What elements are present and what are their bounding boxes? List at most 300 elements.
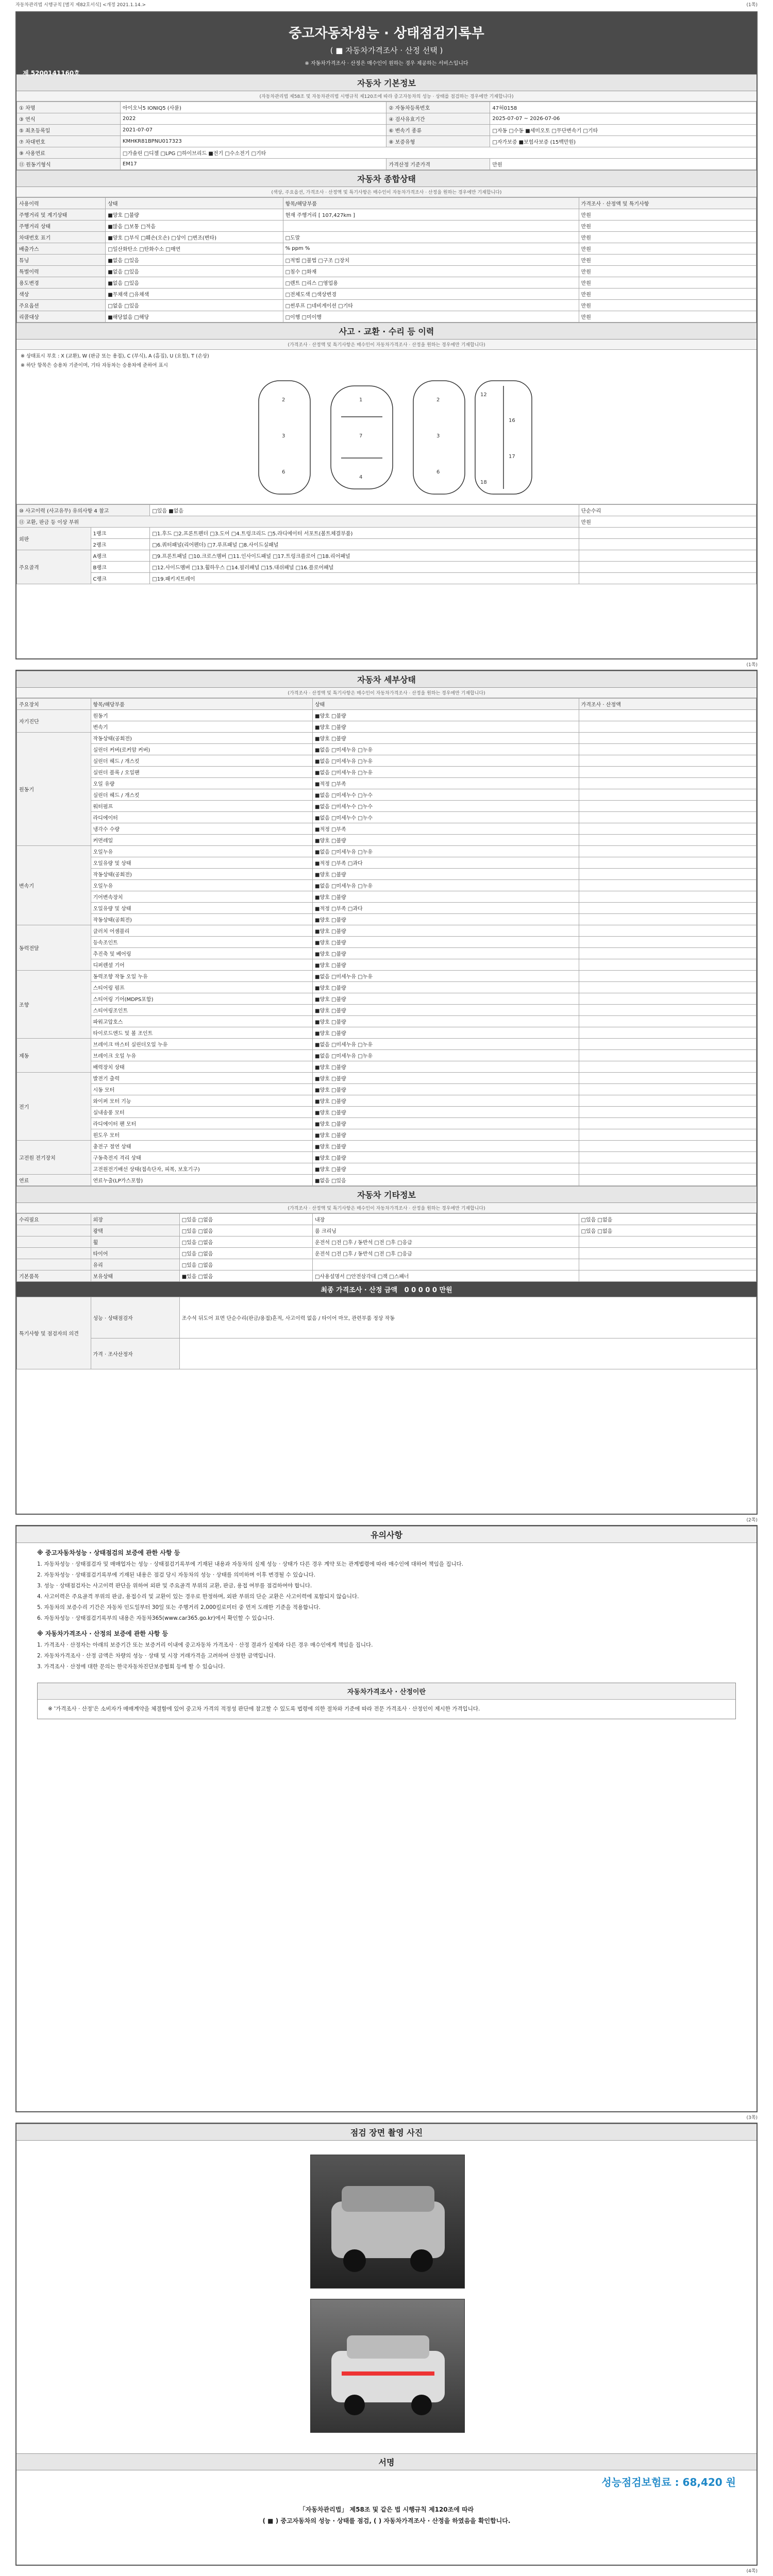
summary-row — [17, 311, 757, 323]
detail-part: 등속조인트 — [91, 937, 313, 948]
svg-text:12: 12 — [480, 392, 487, 398]
sign-title: 서명 — [16, 2453, 757, 2470]
summary-cell: 배출가스 — [17, 243, 106, 255]
rank1: 1랭크 — [91, 528, 150, 539]
detail-price — [579, 1027, 756, 1039]
final-price-bar — [16, 1282, 757, 1297]
opinion-text: 조수석 뒤도어 표면 단순수리(판금/용접)흔적, 사고이력 없음 / 타이어 마모, 관련부품 정상 작동 — [179, 1297, 756, 1338]
detail-row — [17, 846, 757, 857]
detail-price — [579, 1163, 756, 1175]
summary-cell: 색상 — [17, 289, 106, 300]
etc-cell — [579, 1248, 756, 1259]
basic-info-sub: (자동차관리법 제58조 및 자동차관리법 시행규칙 제120조에 따라 중고자동차의 성능 · 상태를 점검하는 경우에만 기재합니다) — [16, 91, 757, 101]
detail-state: ■양호 □불량 — [313, 1027, 579, 1039]
detail-state: ■양호 □불량 — [313, 982, 579, 993]
summary-cell: 만원 — [579, 209, 756, 221]
detail-price — [579, 925, 756, 937]
final-price-title: 최종 가격조사 · 산정 금액 — [321, 1286, 398, 1294]
etc-cell: 기본품목 — [17, 1270, 91, 1282]
rankB: B랭크 — [91, 562, 150, 573]
etc-cell: 보유상태 — [91, 1270, 179, 1282]
detail-state: ■양호 □불량 — [313, 937, 579, 948]
detail-price — [579, 846, 756, 857]
etc-cell: ■있음 □없음 — [179, 1270, 312, 1282]
summary-head: 가격조사 · 산정액 및 특기사항 — [579, 198, 756, 209]
summary-cell: □이행 □미이행 — [283, 311, 579, 323]
detail-row — [17, 982, 757, 993]
page-label: (1쪽) — [746, 663, 758, 668]
basic-row — [17, 159, 757, 170]
summary-head: 항목/해당부품 — [283, 198, 579, 209]
notice-item: 5. 자동차의 보증수리 기간은 자동차 인도일부터 30일 또는 주행거리 2,000킬로미터 중 먼저 도래한 기준을 적용합니다. — [37, 1604, 321, 1611]
detail-part: 스티어링 기어(MDPS포함) — [91, 993, 313, 1005]
detail-price — [579, 1084, 756, 1095]
rankC-items: □19.패키지트레이 — [150, 573, 579, 584]
detail-row — [17, 971, 757, 982]
accident-history-state: □있음 ■없음 — [150, 505, 579, 516]
detail-part: 동력조향 작동 오일 누유 — [91, 971, 313, 982]
etc-cell: □사용설명서 □안전삼각대 □잭 □스패너 — [312, 1270, 579, 1282]
notice-item: 3. 성능 · 상태점검자는 사고이력 판단을 위하여 외판 및 주요골격 부위의 교환, 판금, 용접 여부를 점검하여야 합니다. — [37, 1583, 312, 1589]
accident-sub: (가격조사 · 산정액 및 특기사항은 매수인이 자동차가격조사 · 산정을 원하는 경우에만 기재합니다) — [16, 340, 757, 350]
detail-row — [17, 1061, 757, 1073]
svg-text:6: 6 — [282, 469, 285, 475]
summary-cell: 만원 — [579, 311, 756, 323]
detail-state: ■양호 □불량 — [313, 1118, 579, 1129]
detail-part: 작동상태(공회전) — [91, 869, 313, 880]
detail-state: ■양호 □불량 — [313, 948, 579, 959]
detail-price — [579, 755, 756, 767]
summary-row — [17, 209, 757, 221]
summary-cell: 튜닝 — [17, 255, 106, 266]
summary-head: 사용이력 — [17, 198, 106, 209]
etc-cell — [579, 1259, 756, 1270]
detail-title: 자동차 세부상태 — [16, 671, 757, 688]
detail-row — [17, 1107, 757, 1118]
detail-price — [579, 982, 756, 993]
inspection-photo-2 — [310, 2299, 465, 2433]
basic-value: 2022 — [120, 113, 386, 125]
notice-item: 1. 자동차성능 · 상태점검자 및 매매업자는 성능 · 상태점검기록부에 기재된 내용과 자동차의 실제 성능 · 상태가 다른 경우 계약 또는 관계법령에 따라 매수인에 대하여 책임을 집니다. — [37, 1561, 463, 1567]
detail-group: 자기진단 — [17, 710, 91, 733]
detail-row — [17, 937, 757, 948]
detail-price — [579, 914, 756, 925]
detail-state: ■없음 □미세누유 □누유 — [313, 744, 579, 755]
accident-table — [16, 504, 757, 584]
detail-row — [17, 891, 757, 903]
detail-part: 원동기 — [91, 710, 313, 721]
summary-cell: ■양호 □부식 □훼손(오손) □상이 □변조(변타) — [106, 232, 283, 243]
notice-list-1 — [16, 1559, 757, 1624]
detail-price — [579, 1141, 756, 1152]
detail-price — [579, 1039, 756, 1050]
basic-label: ② 자동차등록번호 — [386, 102, 490, 113]
detail-price — [579, 823, 756, 835]
detail-state: ■적정 □부족 □과다 — [313, 903, 579, 914]
detail-state: ■없음 □미세누유 □누유 — [313, 880, 579, 891]
detail-part: 기어변속장치 — [91, 891, 313, 903]
detail-price — [579, 993, 756, 1005]
summary-cell: □렌트 □리스 □영업용 — [283, 277, 579, 289]
basic-value: EM17 — [120, 159, 386, 170]
etc-cell: □있음 □없음 — [179, 1214, 312, 1225]
detail-part: 클러치 어셈블리 — [91, 925, 313, 937]
detail-price — [579, 721, 756, 733]
etc-cell — [579, 1236, 756, 1248]
detail-row — [17, 801, 757, 812]
detail-price — [579, 1016, 756, 1027]
summary-row — [17, 255, 757, 266]
car-diagram-svg — [16, 370, 757, 504]
summary-row — [17, 243, 757, 255]
page-2 — [15, 670, 758, 1515]
detail-part: 구동축전지 격리 상태 — [91, 1152, 313, 1163]
svg-text:4: 4 — [359, 474, 363, 480]
detail-table — [16, 698, 757, 1186]
detail-part: 추진축 및 베어링 — [91, 948, 313, 959]
sign-law-2: ( ■ ) 중고자동차의 성능 · 상태를 점검, ( ) 자동차가격조사 · 산정을 하였음을 확인합니다. — [262, 2517, 511, 2524]
detail-head: 주요장치 — [17, 699, 91, 710]
detail-state: ■없음 □미세누수 □누수 — [313, 789, 579, 801]
detail-state: ■없음 □미세누유 □누유 — [313, 846, 579, 857]
detail-part: 실린더 헤드 / 개스킷 — [91, 755, 313, 767]
etc-cell: 운전석 □전 □후 / 동반석 □전 □후 □응급 — [312, 1236, 579, 1248]
page-1 — [15, 11, 758, 659]
outer-label: 외판 — [17, 528, 91, 550]
detail-group: 연료 — [17, 1175, 91, 1186]
detail-part: 변속기 — [91, 721, 313, 733]
summary-row — [17, 289, 757, 300]
detail-row — [17, 1084, 757, 1095]
rankA: A랭크 — [91, 550, 150, 562]
svg-text:2: 2 — [436, 397, 440, 403]
opinion-b: 가격 · 조사산정자 — [91, 1338, 179, 1369]
rank2: 2랭크 — [91, 539, 150, 550]
detail-row — [17, 993, 757, 1005]
detail-row — [17, 835, 757, 846]
detail-sub: (가격조사 · 산정액 및 특기사항은 매수인이 자동차가격조사 · 산정을 원하는 경우에만 기재합니다) — [16, 688, 757, 698]
detail-row — [17, 767, 757, 778]
photo-title: 점검 장면 촬영 사진 — [16, 2124, 757, 2141]
accident-title: 사고 · 교환 · 수리 등 이력 — [16, 323, 757, 340]
detail-part: 오일누유 — [91, 846, 313, 857]
detail-part: 윈도우 모터 — [91, 1129, 313, 1141]
summary-cell: 주행거리 상태 — [17, 221, 106, 232]
detail-row — [17, 733, 757, 744]
detail-row — [17, 880, 757, 891]
summary-cell: 만원 — [579, 300, 756, 311]
page-4 — [15, 2123, 758, 2566]
basic-value: □자가보증 ■보험사보증 (15백만원) — [490, 136, 757, 147]
summary-row — [17, 277, 757, 289]
detail-head: 가격조사 · 산정액 — [579, 699, 756, 710]
detail-part: 작동상태(공회전) — [91, 914, 313, 925]
etc-row — [17, 1214, 757, 1225]
summary-cell: 만원 — [579, 243, 756, 255]
summary-cell: □도말 — [283, 232, 579, 243]
detail-state: ■양호 □불량 — [313, 1141, 579, 1152]
rankC: C랭크 — [91, 573, 150, 584]
price-info-text: ※ '가격조사 · 산정'은 소비자가 매매계약을 체결함에 있어 중고차 가격의 적정성 판단에 참고할 수 있도록 법령에 의한 절차와 기준에 따라 전문 가격조사 · 산정인이 제시한 가격입니다. — [48, 1706, 480, 1712]
detail-price — [579, 1107, 756, 1118]
car-diagram — [16, 370, 757, 504]
sign-law: 「자동차관리법」 제58조 및 같은 법 시행규칙 제120조에 따라 — [299, 2506, 474, 2513]
detail-price — [579, 891, 756, 903]
summary-cell: 만원 — [579, 289, 756, 300]
svg-text:2: 2 — [282, 397, 285, 403]
detail-price — [579, 1129, 756, 1141]
summary-sub: (색상, 주요옵션, 가격조사 · 산정액 및 특기사항은 매수인이 자동차가격조사 · 산정을 원하는 경우에만 기재합니다) — [16, 187, 757, 197]
accident-legend-2: ※ 하단 항목은 승용차 기준이며, 기타 자동차는 승용차에 준하여 표시 — [21, 363, 168, 368]
basic-info-title: 자동차 기본정보 — [16, 74, 757, 91]
photo-2-drawing — [311, 2299, 464, 2432]
summary-cell: 주행거리 및 계기상태 — [17, 209, 106, 221]
detail-price — [579, 937, 756, 948]
detail-part: 고전원전기배선 상태(접속단자, 피복, 보호기구) — [91, 1163, 313, 1175]
etc-cell: 타이어 — [91, 1248, 179, 1259]
detail-state: ■양호 □불량 — [313, 925, 579, 937]
detail-state: ■없음 □미세누유 □누유 — [313, 1050, 579, 1061]
detail-part: 오일유량 및 상태 — [91, 857, 313, 869]
detail-row — [17, 755, 757, 767]
page-label: (3쪽) — [746, 2115, 758, 2121]
detail-price — [579, 1118, 756, 1129]
etc-cell — [17, 1236, 91, 1248]
summary-cell: ■양호 □불량 — [106, 209, 283, 221]
detail-state: ■양호 □불량 — [313, 1016, 579, 1027]
notice-head-1: ※ 중고자동차성능 · 상태점검의 보증에 관한 사항 등 — [37, 1549, 180, 1556]
svg-text:18: 18 — [480, 480, 487, 485]
detail-row — [17, 925, 757, 937]
etc-cell: □있음 □없음 — [579, 1214, 756, 1225]
notice-head-2: ※ 자동차가격조사 · 산정의 보증에 관한 사항 등 — [37, 1630, 169, 1637]
detail-part: 커먼레일 — [91, 835, 313, 846]
detail-row — [17, 1175, 757, 1186]
svg-text:3: 3 — [282, 433, 285, 439]
detail-row — [17, 789, 757, 801]
detail-price — [579, 857, 756, 869]
summary-cell: □없음 □있음 — [106, 300, 283, 311]
detail-part: 배력장치 상태 — [91, 1061, 313, 1073]
detail-part: 워터펌프 — [91, 801, 313, 812]
detail-state: ■적정 □부족 — [313, 823, 579, 835]
detail-price — [579, 1152, 756, 1163]
accident-history-label: ⑩ 사고이력 (사고유무) 유의사항 4 참고 — [17, 505, 150, 516]
detail-price — [579, 812, 756, 823]
svg-text:1: 1 — [359, 397, 363, 403]
detail-row — [17, 778, 757, 789]
detail-state: ■양호 □불량 — [313, 1084, 579, 1095]
detail-price — [579, 1005, 756, 1016]
detail-price — [579, 869, 756, 880]
detail-row — [17, 1141, 757, 1152]
detail-price — [579, 789, 756, 801]
page-3 — [15, 1525, 758, 2112]
basic-info-table — [16, 101, 757, 170]
etc-cell: 내장 — [312, 1214, 579, 1225]
opinion-a: 성능 · 상태점검자 — [91, 1297, 179, 1338]
etc-cell — [579, 1270, 756, 1282]
basic-row — [17, 125, 757, 136]
detail-group: 제동 — [17, 1039, 91, 1073]
detail-state: ■없음 □미세누유 □누유 — [313, 767, 579, 778]
basic-row — [17, 113, 757, 125]
summary-cell: 차대번호 표기 — [17, 232, 106, 243]
etc-cell: □있음 □없음 — [179, 1225, 312, 1236]
etc-cell: □있음 □없음 — [179, 1236, 312, 1248]
detail-state: ■양호 □불량 — [313, 835, 579, 846]
detail-row — [17, 1095, 757, 1107]
basic-label: ④ 검사유효기간 — [386, 113, 490, 125]
detail-state: ■없음 □미세누유 □누유 — [313, 971, 579, 982]
notice-item: 1. 가격조사 · 산정자는 아래의 보증기간 또는 보증거리 이내에 중고자동차 가격조사 · 산정 결과가 실제와 다른 경우 매수인에게 책임을 집니다. — [37, 1642, 373, 1648]
basic-row — [17, 102, 757, 113]
detail-price — [579, 835, 756, 846]
doc-subtitle: ( ■ 자동차가격조사 · 산정 선택 ) — [330, 46, 443, 55]
etc-row — [17, 1225, 757, 1236]
detail-state: ■양호 □불량 — [313, 1163, 579, 1175]
etc-cell: 유리 — [91, 1259, 179, 1270]
detail-part: 실린더 블록 / 오일팬 — [91, 767, 313, 778]
etc-cell: 운전석 □전 □후 / 동반석 □전 □후 □응급 — [312, 1248, 579, 1259]
summary-cell: 현재 주행거리 [ 107,427km ] — [283, 209, 579, 221]
detail-part: 브레이크 마스터 실린더오일 누유 — [91, 1039, 313, 1050]
detail-state: ■없음 □있음 — [313, 1175, 579, 1186]
basic-label: ⑥ 변속기 종류 — [386, 125, 490, 136]
detail-state: ■양호 □불량 — [313, 1129, 579, 1141]
detail-group: 조향 — [17, 971, 91, 1039]
detail-price — [579, 778, 756, 789]
detail-row — [17, 869, 757, 880]
rankB-items: □12.사이드멤버 □13.휠하우스 □14.필러패널 □15.대쉬패널 □16.플로어패널 — [150, 562, 579, 573]
summary-row — [17, 232, 757, 243]
detail-part: 오일유량 및 상태 — [91, 903, 313, 914]
detail-group: 동력전달 — [17, 925, 91, 971]
detail-price — [579, 959, 756, 971]
detail-state: ■없음 □미세누수 □누수 — [313, 812, 579, 823]
detail-part: 실린더 커버(로커암 커버) — [91, 744, 313, 755]
etc-cell: □있음 □없음 — [179, 1248, 312, 1259]
accident-outer-head: ⑪ 교환, 판금 등 이상 부위 — [17, 516, 579, 528]
summary-cell: 만원 — [579, 266, 756, 277]
doc-number: 제 5200141160호 — [23, 70, 80, 77]
detail-row — [17, 1005, 757, 1016]
basic-row — [17, 136, 757, 147]
accident-simple: 단순수리 — [579, 505, 756, 516]
final-price-value: 0 0 0 0 0 만원 — [404, 1286, 452, 1294]
basic-label: ③ 연식 — [17, 113, 121, 125]
detail-price — [579, 767, 756, 778]
detail-state: ■없음 □미세누유 □누유 — [313, 755, 579, 767]
detail-row — [17, 1152, 757, 1163]
summary-cell: 만원 — [579, 277, 756, 289]
summary-cell: ■없음 □있음 — [106, 266, 283, 277]
detail-state: ■적정 □부족 □과다 — [313, 857, 579, 869]
summary-table — [16, 197, 757, 323]
detail-part: 냉각수 수량 — [91, 823, 313, 835]
rank2-items: □6.쿼터패널(리어펜더) □7.루프패널 □8.사이드실패널 — [150, 539, 579, 550]
detail-row — [17, 948, 757, 959]
summary-cell: 만원 — [579, 221, 756, 232]
basic-value: 2025-07-07 ~ 2026-07-06 — [490, 113, 757, 125]
summary-cell: 만원 — [579, 255, 756, 266]
basic-value: KMHKR81BPNU017323 — [120, 136, 386, 147]
svg-text:17: 17 — [509, 454, 515, 460]
basic-value: □자동 □수동 ■세미오토 □무단변속기 □기타 — [490, 125, 757, 136]
detail-price — [579, 733, 756, 744]
page-label: (1쪽) — [746, 3, 758, 8]
basic-value: 만원 — [490, 159, 757, 170]
etc-cell: □있음 □없음 — [179, 1259, 312, 1270]
detail-state: ■양호 □불량 — [313, 869, 579, 880]
basic-label: ⑪ 원동기형식 — [17, 159, 121, 170]
detail-row — [17, 857, 757, 869]
summary-cell: 만원 — [579, 232, 756, 243]
rankA-items: □9.프론트패널 □10.크로스멤버 □11.인사이드패널 □17.트렁크플로어 □18.리어패널 — [150, 550, 579, 562]
detail-part: 연료누출(LP가스포함) — [91, 1175, 313, 1186]
basic-value: □가솔린 □디젤 □LPG □하이브리드 ■전기 □수소전기 □기타 — [120, 147, 756, 159]
detail-row — [17, 1118, 757, 1129]
detail-part: 스티어링 펌프 — [91, 982, 313, 993]
etc-row — [17, 1270, 757, 1282]
basic-label: ⑦ 차대번호 — [17, 136, 121, 147]
basic-value: 2021-07-07 — [120, 125, 386, 136]
detail-state: ■양호 □불량 — [313, 914, 579, 925]
svg-text:7: 7 — [359, 433, 363, 439]
summary-cell — [283, 221, 579, 232]
rank1-items: □1.후드 □2.프론트펜더 □3.도어 □4.트렁크리드 □5.라디에이터 서포트(볼트체결부품) — [150, 528, 579, 539]
detail-group: 고전원 전기장치 — [17, 1141, 91, 1175]
etc-table — [16, 1213, 757, 1282]
etc-cell: □있음 □없음 — [579, 1225, 756, 1236]
basic-row — [17, 147, 757, 159]
basic-label: ① 차명 — [17, 102, 121, 113]
detail-part: 오일누유 — [91, 880, 313, 891]
summary-row — [17, 300, 757, 311]
detail-state: ■없음 □미세누수 □누수 — [313, 801, 579, 812]
detail-part: 라디에이터 팬 모터 — [91, 1118, 313, 1129]
detail-state: ■양호 □불량 — [313, 710, 579, 721]
detail-head: 항목/해당부품 — [91, 699, 313, 710]
summary-cell: □썬루프 □네비게이션 □기타 — [283, 300, 579, 311]
etc-row — [17, 1236, 757, 1248]
price-info-box — [37, 1683, 736, 1719]
accident-legend: ※ 상태표시 부호 : X (교환), W (판금 또는 용접), C (부식), A (흠집), U (요철), T (손상) — [21, 353, 209, 359]
detail-part: 실내송풍 모터 — [91, 1107, 313, 1118]
detail-state: ■양호 □불량 — [313, 1005, 579, 1016]
detail-row — [17, 1129, 757, 1141]
summary-cell: □적법 □불법 □구조 □장치 — [283, 255, 579, 266]
detail-price — [579, 1061, 756, 1073]
detail-state: ■양호 □불량 — [313, 1152, 579, 1163]
notice-item: 3. 가격조사 · 산정에 대한 문의는 한국자동차진단보증협회 등에 할 수 있습니다. — [37, 1664, 225, 1670]
notice-item: 4. 사고이력은 주요골격 부위의 판금, 용접수리 및 교환이 있는 경우로 한정하며, 외판 부위의 단순 교환은 사고이력에 포함되지 않습니다. — [37, 1594, 359, 1600]
etc-cell: 휠 — [91, 1236, 179, 1248]
summary-cell: % ppm % — [283, 243, 579, 255]
svg-text:3: 3 — [436, 433, 440, 439]
main-frame-label: 주요골격 — [17, 550, 91, 584]
svg-text:6: 6 — [436, 469, 440, 475]
detail-row — [17, 1027, 757, 1039]
detail-part: 파워고압호스 — [91, 1016, 313, 1027]
notice-item: 6. 자동차성능 · 상태점검기록부의 내용은 자동차365(www.car365.go.kr)에서 확인할 수 있습니다. — [37, 1615, 275, 1621]
etc-cell: 외장 — [91, 1214, 179, 1225]
detail-row — [17, 959, 757, 971]
basic-label: 가격산정 기준가격 — [386, 159, 490, 170]
basic-label: ⑧ 보증유형 — [386, 136, 490, 147]
detail-row — [17, 744, 757, 755]
detail-row — [17, 1016, 757, 1027]
